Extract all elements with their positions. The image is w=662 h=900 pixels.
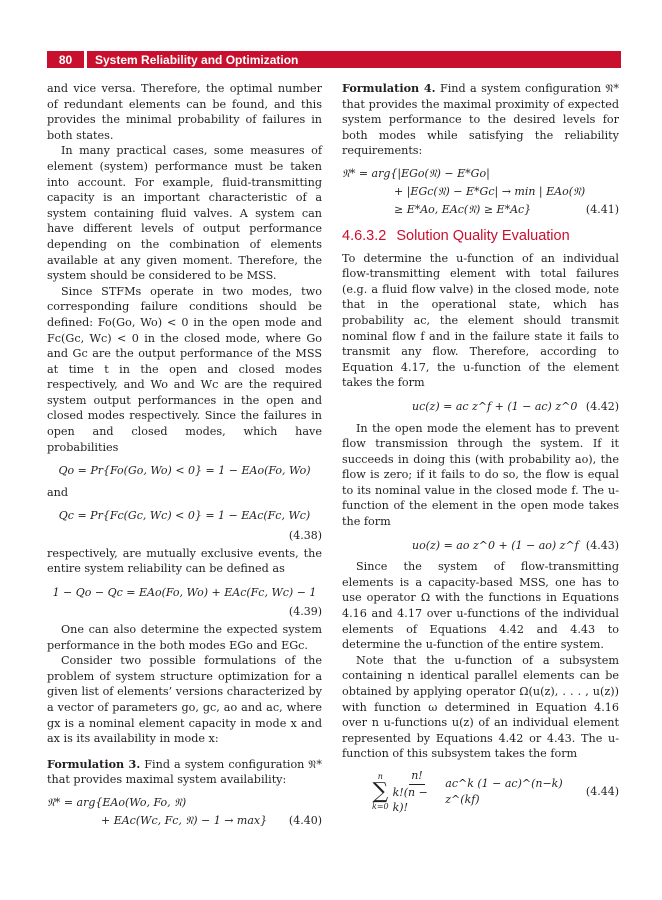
equation-text: + EAc(Wc, Fc, 𝔑) − 1 → max} [101, 813, 268, 827]
equation-number: (4.44) [585, 785, 619, 799]
left-column [47, 81, 322, 836]
equation-qc: Qc = Pr{Fc(Gc, Wc) < 0} = 1 − EAc(Fc, Wc) [58, 509, 311, 523]
equation-4-40 [47, 794, 322, 830]
equation-number: (4.38) [288, 529, 322, 543]
paragraph: In the open mode the element has to prevent flow transmission through the system. If it succeeds in doing this (with probability ao), the flow is zero; if it fails to do so, the flow is equal to its nominal value in the closed mode f. The u-function of the element in the open mode takes the form [342, 421, 619, 529]
equation-4-39: 1 − Qo − Qc = EAo(Fo, Wo) + EAc(Fc, Wc) − 1 [52, 585, 317, 599]
equation-text: ≥ E*Ao, EAc(𝔑) ≥ E*Ac} [394, 202, 532, 216]
section-number: 4.6.3.2 [342, 227, 387, 244]
formulation-label: Formulation 4. [342, 81, 436, 95]
sum-sign: ∑ [372, 778, 389, 804]
section-title: Solution Quality Evaluation [396, 227, 570, 244]
paragraph: Since STFMs operate in two modes, two corresponding failure conditions should be defined: Fo(Go, Wo) < 0 in the open mode and Fc(Gc, Wc) < 0 in the closed mode, where Go and Gc are the output performance of the MSS at time t in the open and closed modes respectively, and Wo and Wc are the required system output performances in the open and closed modes respectively. Since the failures in open and closed modes, which have probabilities [47, 284, 322, 454]
equation-number: (4.40) [288, 813, 322, 827]
equation-line [47, 812, 322, 830]
paragraph: To determine the u-function of an individual flow-transmitting element with total failures (e.g. a fluid flow valve) in the closed mode, note that in the operational state, which has probability ac, the element should transmit nominal flow f and in the failure state it fails to transmit any flow. Therefore, according to Equation 4.17, the u-function of the element takes the form [342, 251, 619, 390]
paragraph: In many practical cases, some measures of element (system) performance must be taken into account. For example, fluid-transmitting capacity is an important characteristic of a system containing fluid valves. A system can have different levels of output performance depending on the combination of elements available at any given moment. Therefore, the system should be considered to be MSS. [47, 144, 322, 283]
paragraph: Note that the u-function of a subsystem containing n identical parallel elements can be obtained by applying operator Ω(u(z), . . . , u(z)) with function ω determined in Equation 4.16 over n u-functions u(z) of an individual element represented by Equations 4.42 or 4.43. The u-function of this subsystem takes the form [342, 653, 619, 761]
equation-number: (4.39) [288, 605, 322, 619]
equation-line: + |EGc(𝔑) − E*Gc| → min | EAo(𝔑) [394, 184, 586, 198]
paragraph: and vice versa. Therefore, the optimal number of redundant elements can be found, and this provides the minimal probability of failures in both states. [47, 82, 322, 142]
equation-4-42 [342, 399, 619, 415]
formulation-text: Find a system configuration 𝔑* that provides the maximal proximity of expected system performance to the desired levels for both modes while satisfying the reliability requirements: [342, 82, 619, 158]
paragraph: and [47, 485, 69, 499]
running-title: System Reliability and Optimization [87, 51, 621, 68]
page-number: 80 [47, 51, 84, 68]
equation-number: (4.43) [585, 538, 619, 552]
running-header [47, 51, 621, 68]
equation-qo: Qo = Pr{Fo(Go, Wo) < 0} = 1 − EAo(Fo, Wo) [58, 464, 311, 478]
equation-4-44 [342, 768, 619, 816]
equation-line: 𝔑* = arg{|EGo(𝔑) − E*Go| [342, 166, 490, 180]
equation-text: ac^k (1 − ac)^(n−k) z^(kf) [445, 777, 563, 806]
equation-4-41 [342, 165, 619, 219]
summation-body [389, 768, 586, 816]
fraction [391, 768, 444, 816]
formulation-text: Find a system configuration 𝔑* that provides maximal system availability: [47, 757, 322, 787]
equation-4-43 [342, 538, 619, 554]
fraction-denominator: k!(n − k)! [392, 785, 428, 815]
equation-number: (4.42) [585, 399, 619, 413]
equation-line [342, 201, 619, 219]
section-heading [342, 229, 619, 245]
sum-upper-limit: n [377, 771, 383, 781]
formulation-label: Formulation 3. [47, 756, 141, 771]
fraction-numerator: n! [409, 768, 425, 785]
paragraph: Consider two possible formulations of the problem of system structure optimization for a given list of elements’ versions characterized by a vector of parameters go, gc, ao and ac, where gx is a nominal element capacity in mode x and ax is its availability in mode x: [47, 654, 322, 746]
paragraph: respectively, are mutually exclusive events, the entire system reliability can be defined as [47, 546, 322, 576]
formulation-4 [342, 81, 619, 159]
sum-lower-limit: k=0 [372, 801, 389, 811]
equation-text: uo(z) = ao z^0 + (1 − ao) z^f [412, 538, 579, 552]
paragraph: One can also determine the expected system performance in the both modes EGo and EGc. [47, 623, 322, 652]
summation-symbol [372, 772, 389, 812]
equation-line: 𝔑* = arg{EAo(Wo, Fo, 𝔑) [47, 795, 187, 809]
formulation-3 [47, 757, 322, 788]
equation-text: uc(z) = ac z^f + (1 − ac) z^0 [412, 399, 578, 413]
equation-number: (4.41) [585, 202, 619, 216]
paragraph: Since the system of flow-transmitting elements is a capacity-based MSS, one has to use operator Ω with the functions in Equations 4.16 and 4.17 over u-functions of the individual elements of Equations 4.42 and 4.43 to determine the u-function of the entire system. [342, 560, 619, 652]
right-column [342, 81, 619, 816]
